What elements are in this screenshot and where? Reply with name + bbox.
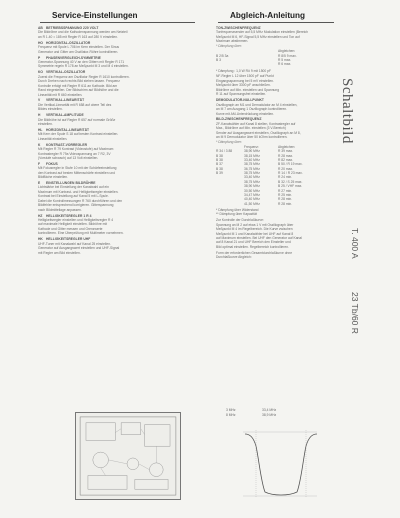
table-cell: 38,15 MHz — [244, 153, 260, 158]
section-heading-text: EINSTELLUNGEN BILDRÖHRE — [46, 181, 96, 186]
section-line: Dabei die Kontrollmessungen R 760 durchführen und den — [38, 198, 123, 203]
section-line: Meßpunkt über 3300 pF anschließen. — [216, 83, 271, 88]
curve-label-top-2: 38,9 MHz — [262, 413, 277, 417]
section-code: HO — [38, 40, 44, 45]
table-cell: R 28 min. — [278, 197, 293, 202]
section-code: V — [38, 98, 41, 103]
section-line: Spannung an M 2 auf etwa 1 V mit Oszillograph über — [216, 222, 294, 227]
alignment-table — [216, 49, 338, 66]
table-row — [216, 62, 338, 66]
alignment-table — [216, 145, 338, 206]
table-cell: R 6 max. — [278, 62, 292, 67]
section-line: Sender auf Ausgangswert einstellen, Oszillograph an M 8, — [216, 130, 301, 135]
section-line: Maximum mit Kontrast- und Helligkeitsregler einstellen. — [38, 189, 119, 194]
section-heading: TON-ZWISCHENFREQUENZ — [216, 26, 261, 30]
right-title-rule — [218, 22, 334, 23]
table-cell: B 37 — [216, 162, 223, 167]
section-line: Symmetrie regeln R 178 an Meßpunkt M 3 und M 4 einstellen. — [38, 64, 129, 69]
table-cell: R 24 min. — [278, 175, 293, 180]
service-section — [38, 214, 198, 236]
section-line: Kurve mit AM-Unterdrückung einstellen. — [216, 111, 275, 116]
section-line: ZF-Kanalwähler auf Kanal 8 stellen, Kontrastregler auf — [216, 121, 296, 126]
table-caption: * Dämpfung über: — [216, 139, 242, 144]
section-line: Mit Fokusregler in Stufe 10 mit der Schärfeeinstellung — [38, 166, 117, 171]
section-line: Generator auf Ausgangswert einstellen und UHF-Signal — [38, 246, 120, 251]
table-cell: 34,47 MHz — [244, 192, 260, 197]
table-cell: R 8/5 9 max. — [278, 53, 297, 58]
section-line: kontrollieren. Eine Überprüfung mit Multimeter vornehmen. — [38, 231, 124, 236]
alignment-section — [216, 98, 338, 116]
table-cell: R 28 max. — [278, 153, 294, 158]
table-cell: 38,90 MHz — [244, 184, 260, 189]
section-heading-text: VERTIKAL-LINEARITÄT — [46, 98, 85, 103]
service-section — [38, 113, 198, 126]
table-cell: 33,40 MHz — [244, 175, 260, 180]
section-line: Durchlaßkurve Abgleich: — [216, 255, 252, 260]
table-cell: 41,50 MHz — [244, 201, 260, 206]
section-line: Frequenz mit Spule L 706 im Kern einstellen. Der Sinus — [38, 45, 120, 50]
table-cell: B 50 / R 19 max. — [278, 162, 303, 167]
section-line: an M 7 am Ausgang 1 Oszillograph kontrollieren. — [216, 107, 288, 112]
section-line: Kontrastregler R 79a Videospannung an 7 R2, 3V — [38, 151, 111, 156]
section-code: E — [38, 181, 41, 186]
section-heading-text: BETRIEBSSPANNUNG 220 VOLT — [46, 26, 99, 30]
section-line: R 11 auf Spannungsfrei einstellen. — [216, 92, 267, 97]
table-cell: R 27 min. — [278, 188, 293, 193]
section-line: mit Regler am Bild einstellen. — [38, 250, 81, 255]
section-line: Eingangsspannung bei 5 mV einstellen. — [216, 78, 274, 83]
side-title-schaltbild: Schaltbild — [339, 78, 355, 144]
section-code: HL — [38, 127, 43, 132]
chassis-layout-drawing — [75, 412, 181, 500]
service-section — [38, 128, 198, 141]
service-section — [38, 181, 198, 212]
section-line: (Vorstufe schwach) auf 13 Volt einstellen. — [38, 155, 99, 160]
section-code: KO — [38, 70, 44, 75]
section-line: ** Dämpfung über Kapazität — [216, 212, 257, 217]
table-cell: 38,75 MHz — [244, 179, 260, 184]
table-cell: B 2/5 3a — [216, 53, 229, 58]
service-section — [38, 70, 198, 97]
curve-label-top-1: 33,4 MHz — [262, 408, 277, 412]
section-code: HZ — [38, 213, 43, 218]
section-heading-text: KONTRAST-VORREGLER — [46, 142, 88, 147]
section-line: Bildfläche einstellen. — [38, 175, 69, 180]
section-code: HK — [38, 237, 43, 242]
section-line: auf maximale Helligkeit einstellen. Bildröhre mit — [38, 222, 108, 227]
passband-curve-svg — [239, 426, 321, 502]
table-cell: R 82 max. — [278, 158, 294, 163]
section-line: Tonfrequenzsender auf 5,5 MHz Modulation einstellen (Bereich — [216, 30, 308, 35]
table-cell — [216, 202, 244, 206]
section-heading-text: VERTIKAL-AMPLITUDE — [46, 113, 84, 118]
table-cell: B 32 / S 25 max. — [278, 179, 303, 184]
table-cell: B 38 — [216, 158, 223, 163]
section-heading: BILD-ZWISCHENFREQUENZ — [216, 117, 262, 122]
table-cell: R 34 / 3 88 — [216, 149, 233, 154]
section-line: * Dämpfung : 1,0 W Rö 9 mit 1500 pF — [216, 68, 271, 73]
alignment-section — [216, 74, 338, 96]
section-line: Die Bildhöhe ist auf Regler R 657 auf normale Größe — [38, 117, 116, 122]
section-line: Meßpunkt M 6, HF-Signal 5,5 MHz einstellen und Ton auf — [216, 34, 300, 39]
table-cell: R 14 / R 23 max. — [278, 171, 303, 176]
table-cell: B 38 — [216, 166, 223, 171]
service-section — [38, 26, 198, 39]
table-row — [216, 202, 338, 206]
table-cell: 38,90 MHz — [244, 149, 260, 154]
section-line: an R 1.40 = 185 mit Regler R 163 auf 280 V einstellen. — [38, 34, 118, 39]
section-line: Die Bildröhre und die Kathodenspannung werden am Netzteil — [38, 30, 128, 35]
section-line: Mit Regler R 79 Kontrast (Videostufe) auf Maximum — [38, 147, 114, 152]
section-heading-text: HELLIGKEITSREGLER 1 R 4 — [46, 213, 92, 218]
curve-label-right: 8 MHz — [226, 413, 236, 417]
table-cell: B 39 — [216, 171, 223, 176]
section-line: Generator und Gitter am Oszillator-Röhre kontrollieren. — [38, 49, 119, 54]
section-line: Mit Kern der Spule S 18 auf besten Kontrast einstellen. — [38, 132, 119, 137]
table-cell: B 25 / VHF max. — [278, 184, 303, 189]
section-line: Bild optimal einstellen. Regelbereich kontrollieren. — [216, 244, 289, 249]
table-cell: B 38 — [216, 153, 223, 158]
section-heading-text: HORIZONTAL-LINEARITÄT — [46, 127, 90, 132]
table-header-cell: Abgleichen: — [278, 145, 296, 150]
section-line: Form der erforderlichen Gesamtdurchlaßkurve ohne — [216, 250, 293, 255]
section-heading: DEMODULATOR-NULLPUNKT — [216, 98, 264, 103]
section-line: Kontrast bei Einstellung auf Kanal 5 mit L-Spule. — [38, 194, 109, 199]
right-column-title: Abgleich-Anleitung — [230, 11, 306, 20]
table-cell: R 25 min. — [278, 192, 293, 197]
section-line: Rand eingestellen. Der Bildschirm auf Bildhöhe und die — [38, 88, 119, 93]
section-line: NF-Regler L 12 über 1500 pF auf Punkt — [216, 74, 274, 79]
alignment-section — [216, 69, 338, 73]
section-line: Durch Drehen nach rechts Bild stehen lassen. Frequenz — [38, 79, 120, 84]
alignment-section — [216, 251, 338, 260]
alignment-instructions-column — [216, 26, 338, 261]
service-section — [38, 56, 198, 69]
section-line: UHF-Tuner mit Kanalwahl auf Kanal 25 einstellen. — [38, 241, 111, 246]
table-cell: R 28 min. — [278, 201, 293, 206]
section-code: H — [38, 113, 41, 118]
table-cell: R 20 max. — [278, 166, 294, 171]
section-line: Bildes einstellen. — [38, 107, 63, 112]
section-line: * Dämpfung über Widerstand — [216, 207, 259, 212]
section-line: Linearität einstellen. — [38, 136, 68, 141]
section-heading-text: PHASENVERGLEICH-SYMMETRIE — [46, 55, 101, 60]
section-line: auf Maximum einstellen. Bei UHF den Generator auf Kanal — [216, 235, 302, 240]
table-cell: R 39 max. — [278, 149, 294, 154]
section-line: Linearität mit R 660 einstellen. — [38, 92, 83, 97]
service-section — [38, 162, 198, 180]
section-line: auf 8 Kanal 21 und UHF Bereich den Einsteller und — [216, 240, 291, 245]
section-line: den Kontrast auf besten Mittenschärfe einstellen und — [38, 170, 115, 175]
section-line: Bildröhre auf Min. einstellen und Spannung — [216, 87, 280, 92]
section-line: einstellen. — [38, 122, 53, 127]
table-cell: 36,75 MHz — [244, 166, 260, 171]
section-line: Helligkeitsregler einstellen und Helligkeitsregler R 4 — [38, 218, 114, 223]
left-title-rule — [40, 22, 195, 23]
service-section — [38, 41, 198, 54]
section-line: Zuerst die Frequenz am Oszillator Regler R 1610 kontrollieren. — [38, 74, 130, 79]
section-line: Max., Bildröhre auf Min. einstellen (3 V-Bereich) — [216, 126, 286, 131]
section-line: nach Bildmittellage anpassen. — [38, 207, 82, 212]
section-line: Zur Kontrolle der Durchlaßkurve: — [216, 218, 264, 223]
section-line: Meßpunkt M 1 und Kanalwähler bei UHF auf Kanal 8 — [216, 231, 294, 236]
section-line: Die Vertikal-Linearität mit R 658 auf obere Teil des — [38, 102, 112, 107]
table-header-cell: Abgleichen: — [278, 49, 296, 54]
section-code: P — [38, 55, 41, 60]
alignment-section — [216, 117, 338, 206]
section-heading-text: FOKUS — [46, 161, 58, 166]
service-section — [38, 143, 198, 161]
service-settings-column — [38, 26, 198, 256]
table-header-cell: Frequenz: — [244, 145, 259, 150]
side-model-number: T. 400 A — [350, 228, 360, 259]
table-caption: * Dämpfung über: — [216, 43, 242, 48]
table-cell: R 5 max. — [278, 57, 292, 62]
table-cell: 30,50 MHz — [244, 188, 260, 193]
table-cell: 38,75 MHz — [244, 162, 260, 167]
curve-label-left: 3 MHz — [226, 408, 236, 412]
table-cell: 38,75 MHz — [244, 171, 260, 176]
alignment-section — [216, 26, 338, 67]
table-cell: 40,40 MHz — [244, 197, 260, 202]
table-cell: 33,40 MHz — [244, 158, 260, 163]
section-heading-text: HORIZONTAL-OSZILLATOR — [46, 40, 91, 45]
section-heading-text: HELLIGKEITSREGLER UHF — [46, 237, 91, 242]
section-code: AB — [38, 26, 43, 30]
alignment-section — [216, 218, 338, 249]
section-line: Oszillograph an M1 und Demodulator an M 4 einstellen, — [216, 102, 298, 107]
section-line: Bildfehler entsprechend korrigieren. Gitterspannung — [38, 203, 114, 208]
section-line: Kathode und Gitter messen und Grenzwerte — [38, 226, 103, 231]
chassis-layout-svg — [76, 413, 180, 499]
left-column-title: Service-Einstellungen — [52, 11, 138, 20]
passband-curve — [239, 426, 321, 502]
section-code: F — [38, 161, 41, 166]
table-cell — [216, 62, 244, 66]
table-cell: B 3 — [216, 57, 221, 62]
alignment-section — [216, 208, 338, 217]
service-section — [38, 98, 198, 111]
service-section — [38, 237, 198, 255]
section-line: Kontrolle erfolgt mit Regler R 611 an Kathode. Bild am — [38, 83, 118, 88]
table-cell — [244, 62, 278, 66]
side-handwritten-note: 23 Tb/60 R — [350, 292, 360, 334]
section-line: an M 9 Demodulator über 50 kOhm kontrollieren. — [216, 135, 288, 140]
section-line: Meßpunkt M 4 im Regelbereich. Die Kurve zwischen — [216, 227, 293, 232]
section-code: K — [38, 142, 41, 147]
section-line: Generator-Spannung 40 V an den Gittern mit Regler R 171 — [38, 59, 125, 64]
section-line: Maximum abstimmen. — [216, 39, 249, 44]
section-heading-text: VERTIKAL-OSZILLATOR — [46, 70, 86, 75]
section-line: Lichtstärke bei Einstellung der Kanalwahl auf ein — [38, 185, 109, 190]
